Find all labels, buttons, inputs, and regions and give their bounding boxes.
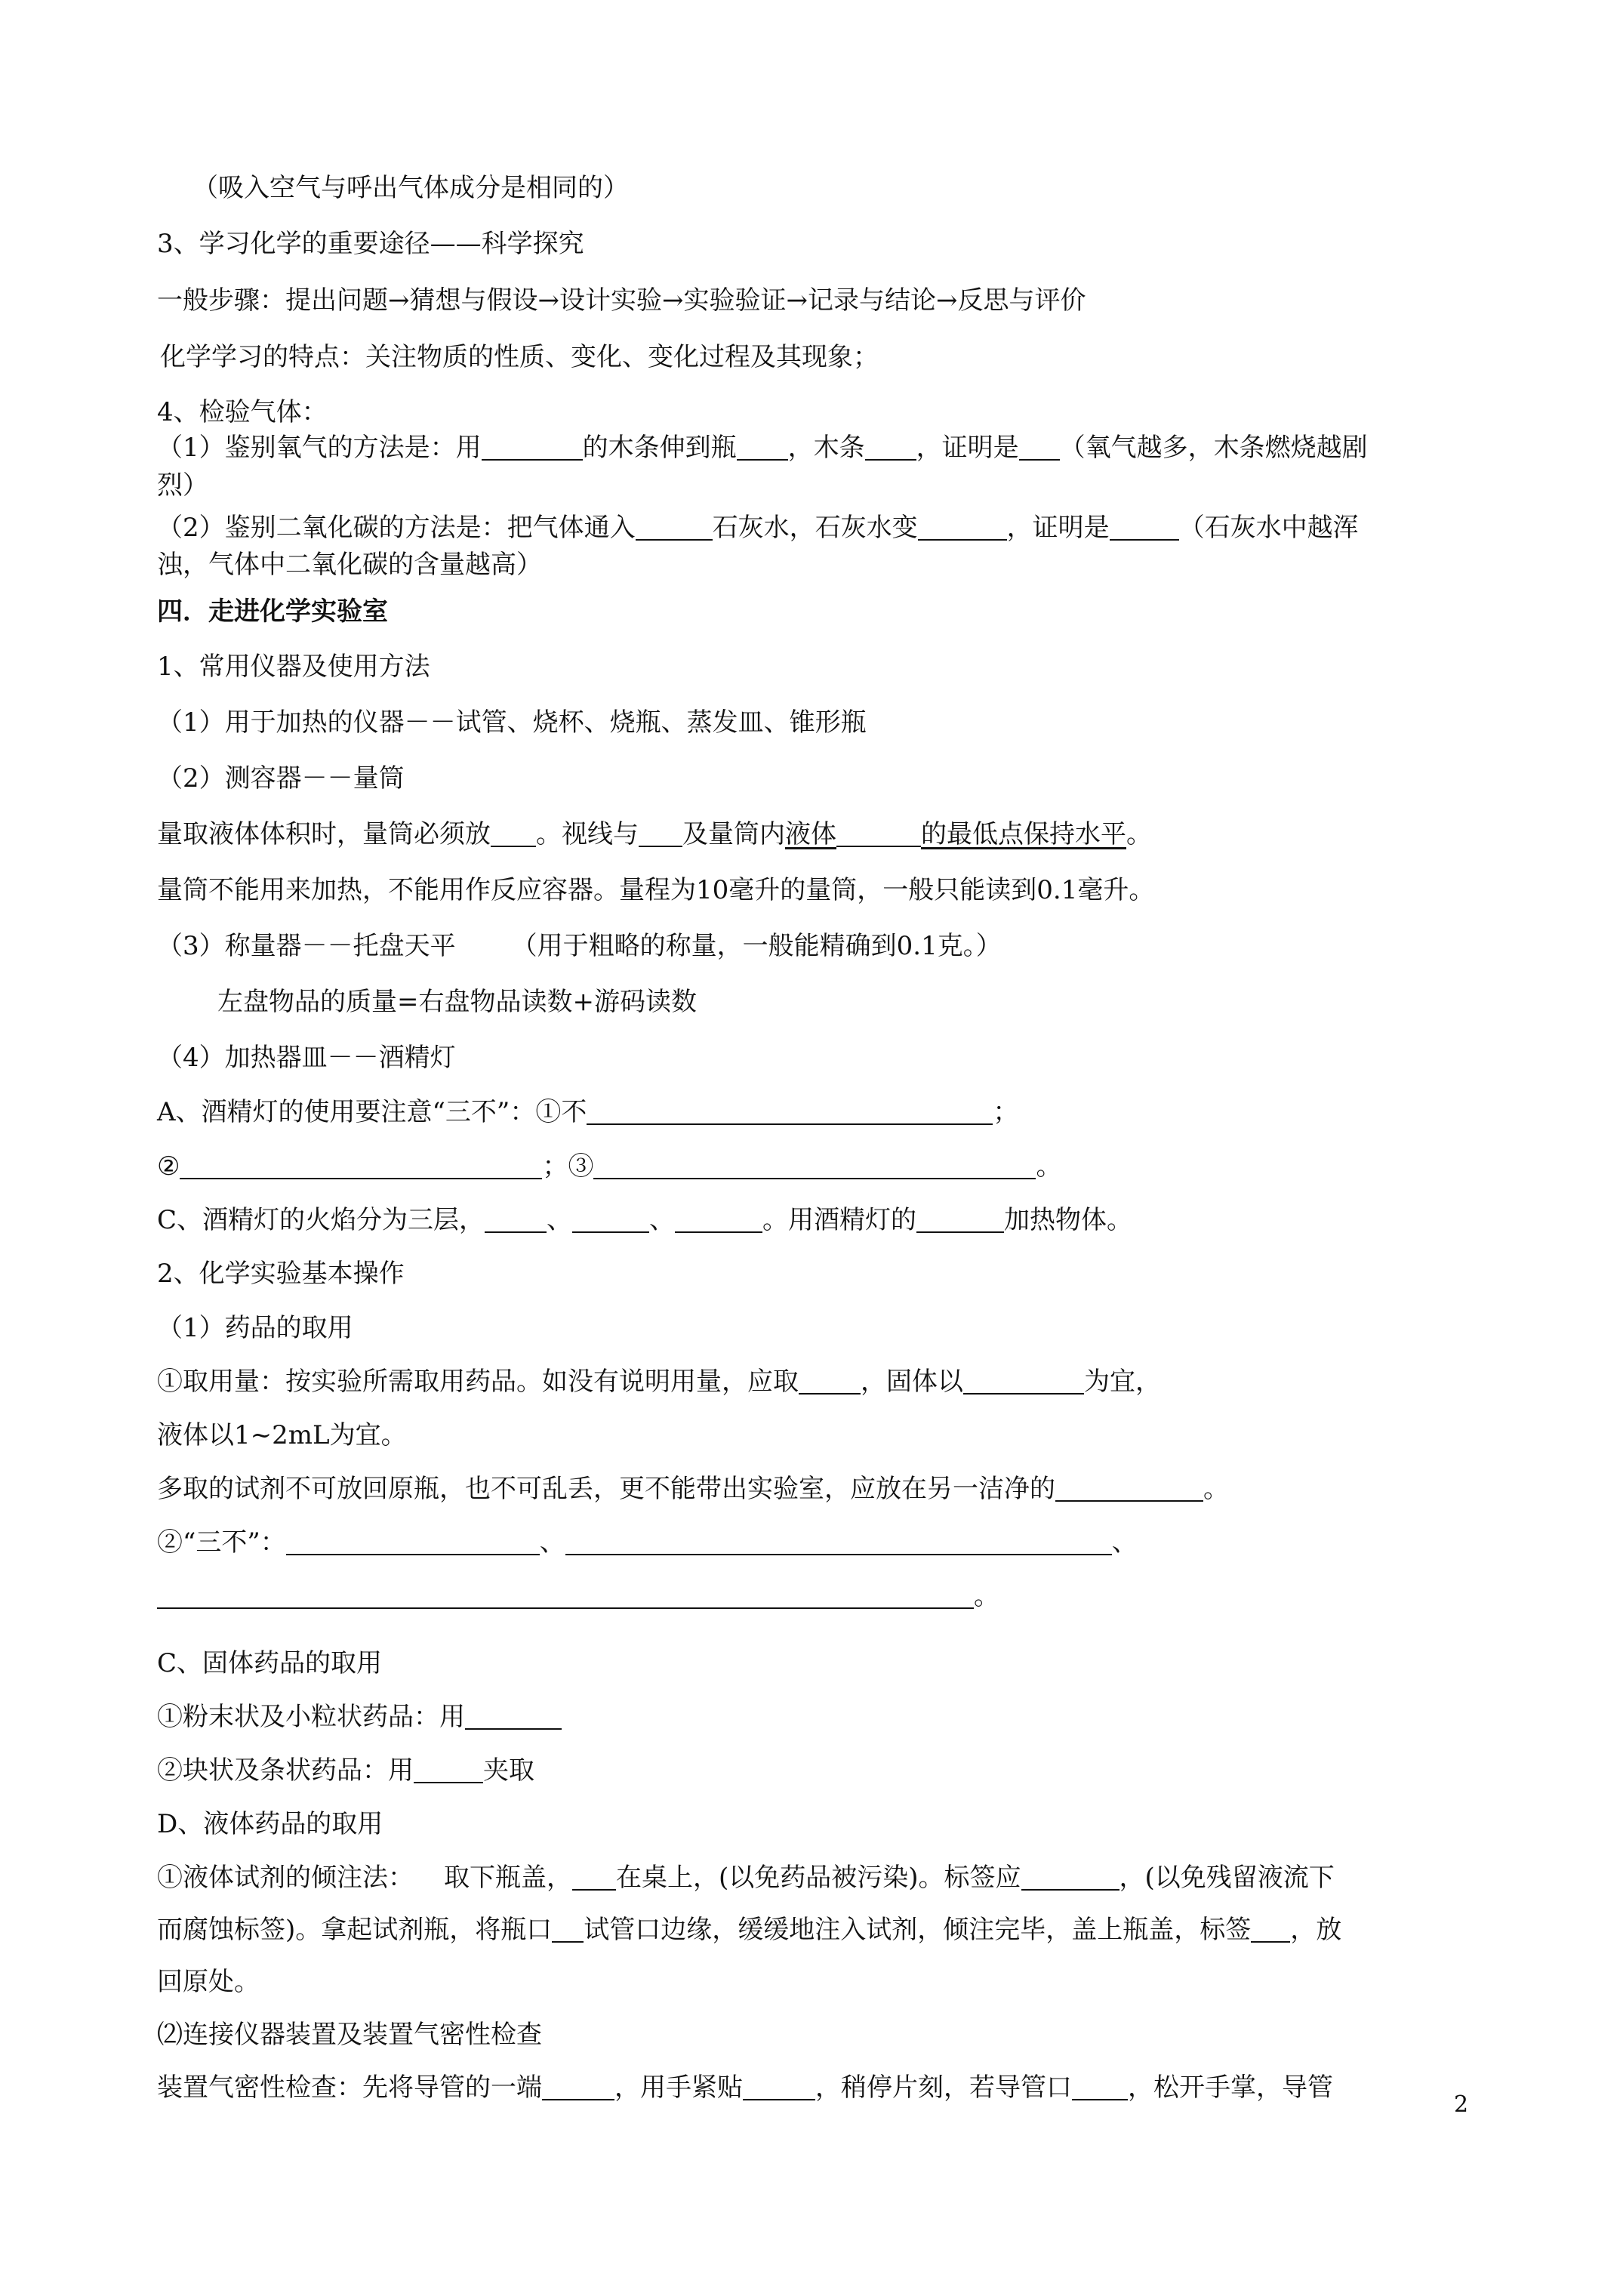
answer-blank[interactable] bbox=[552, 1915, 584, 1943]
fill-in-line: ②“三不”： 、 、 bbox=[157, 1527, 1138, 1558]
text-line: （3）称量器－－托盘天平 （用于粗略的称量，一般能精确到0.1克。） bbox=[157, 931, 1002, 961]
fill-in-line: （2）鉴别二氧化碳的方法是：把气体通入 石灰水，石灰水变 ，证明是 （石灰水中越浑 bbox=[157, 513, 1359, 543]
fill-in-line: ①液体试剂的倾注法： 取下瓶盖， 在桌上，(以免药品被污染)。标签应 ，(以免残留液流下 bbox=[157, 1863, 1335, 1893]
answer-blank[interactable] bbox=[1055, 1475, 1203, 1502]
answer-blank[interactable] bbox=[799, 1367, 861, 1395]
answer-blank[interactable] bbox=[482, 433, 583, 461]
section-heading: 4、检验气体： bbox=[157, 397, 328, 427]
section-heading: 3、学习化学的重要途径——科学探究 bbox=[157, 229, 584, 259]
answer-blank[interactable] bbox=[593, 1152, 1036, 1179]
answer-blank[interactable] bbox=[180, 1152, 542, 1179]
text-line: 浊，气体中二氧化碳的含量越高） bbox=[157, 550, 542, 580]
text-line: （2）测容器－－量筒 bbox=[157, 763, 405, 794]
text-line: 一般步骤：提出问题→猜想与假设→设计实验→实验验证→记录与结论→反思与评价 bbox=[157, 285, 1086, 316]
text-line: 液体以1~2mL为宜。 bbox=[157, 1420, 407, 1450]
answer-blank[interactable] bbox=[675, 1206, 762, 1233]
answer-blank[interactable] bbox=[737, 433, 788, 461]
answer-blank[interactable] bbox=[491, 820, 536, 847]
section-heading: ⑵连接仪器装置及装置气密性检查 bbox=[157, 2020, 542, 2050]
fill-in-line: ①粉末状及小粒状药品：用 bbox=[157, 1701, 562, 1733]
text-line: 回原处。 bbox=[157, 1967, 260, 1997]
fill-in-line: ② ；③ 。 bbox=[157, 1151, 1062, 1182]
answer-blank[interactable] bbox=[636, 513, 713, 541]
answer-blank[interactable] bbox=[1019, 433, 1060, 461]
text-line: （吸入空气与呼出气体成分是相同的） bbox=[192, 173, 629, 203]
answer-blank[interactable] bbox=[587, 1098, 993, 1125]
fill-in-line: 。 bbox=[157, 1580, 999, 1612]
answer-blank[interactable] bbox=[485, 1206, 547, 1233]
fill-in-line: C、酒精灯的火焰分为三层， 、 、 。用酒精灯的 加热物体。 bbox=[157, 1205, 1133, 1235]
answer-blank[interactable] bbox=[542, 2073, 614, 2100]
fill-in-line: 量取液体体积时，量筒必须放 。视线与 及量筒内液体 的最低点保持水平。 bbox=[157, 819, 1152, 849]
text-line: 烈） bbox=[157, 470, 208, 501]
fill-in-line: 而腐蚀标签)。拿起试剂瓶，将瓶口 试管口边缘，缓缓地注入试剂，倾注完毕，盖上瓶盖，标签 ，放 bbox=[157, 1915, 1342, 1945]
answer-blank[interactable] bbox=[1251, 1915, 1290, 1943]
section-heading: C、固体药品的取用 bbox=[157, 1648, 383, 1678]
answer-blank[interactable] bbox=[572, 1206, 649, 1233]
fill-in-line: （1）鉴别氧气的方法是：用 的木条伸到瓶 ，木条 ，证明是 （氧气越多，木条燃烧越剧 bbox=[157, 433, 1368, 463]
text-line: 化学学习的特点：关注物质的性质、变化、变化过程及其现象； bbox=[160, 342, 879, 372]
answer-blank[interactable] bbox=[836, 820, 921, 847]
answer-blank[interactable] bbox=[963, 1367, 1084, 1395]
answer-blank[interactable] bbox=[1021, 1863, 1119, 1891]
answer-blank[interactable] bbox=[916, 1206, 1004, 1233]
answer-blank[interactable] bbox=[918, 513, 1007, 541]
text-line: （1）用于加热的仪器－－试管、烧杯、烧瓶、蒸发皿、锥形瓶 bbox=[157, 707, 867, 738]
text-line: 左盘物品的质量=右盘物品读数+游码读数 bbox=[217, 987, 697, 1017]
answer-blank[interactable] bbox=[639, 820, 682, 847]
section-heading: 2、化学实验基本操作 bbox=[157, 1259, 405, 1289]
text-line: （1）药品的取用 bbox=[157, 1313, 353, 1343]
fill-in-line: 装置气密性检查：先将导管的一端 ，用手紧贴 ，稍停片刻，若导管口 ，松开手掌，导管 bbox=[157, 2073, 1333, 2103]
answer-blank[interactable] bbox=[465, 1703, 562, 1730]
fill-in-line: ①取用量：按实验所需取用药品。如没有说明用量，应取 ，固体以 为宜， bbox=[157, 1367, 1161, 1397]
section-heading: 1、常用仪器及使用方法 bbox=[157, 652, 430, 682]
fill-in-line: 多取的试剂不可放回原瓶，也不可乱丢，更不能带出实验室，应放在另一洁净的 。 bbox=[157, 1474, 1229, 1504]
page-number: 2 bbox=[1454, 2091, 1469, 2118]
text-line: （4）加热器皿－－酒精灯 bbox=[157, 1043, 456, 1073]
answer-blank[interactable] bbox=[286, 1528, 540, 1555]
answer-blank[interactable] bbox=[865, 433, 916, 461]
fill-in-line: A、酒精灯的使用要注意“三不”：①不 ； bbox=[157, 1097, 1019, 1127]
answer-blank[interactable] bbox=[414, 1756, 483, 1783]
answer-blank[interactable] bbox=[743, 2073, 815, 2100]
text-line: 量筒不能用来加热，不能用作反应容器。量程为10毫升的量筒，一般只能读到0.1毫升。 bbox=[157, 875, 1155, 905]
section-heading: D、液体药品的取用 bbox=[157, 1809, 383, 1839]
answer-blank[interactable] bbox=[157, 1582, 974, 1609]
answer-blank[interactable] bbox=[565, 1528, 1112, 1555]
fill-in-line: ②块状及条状药品：用 夹取 bbox=[157, 1755, 534, 1786]
answer-blank[interactable] bbox=[1072, 2073, 1128, 2100]
chapter-heading: 四．走进化学实验室 bbox=[157, 596, 388, 627]
answer-blank[interactable] bbox=[572, 1863, 616, 1891]
answer-blank[interactable] bbox=[1110, 513, 1179, 541]
